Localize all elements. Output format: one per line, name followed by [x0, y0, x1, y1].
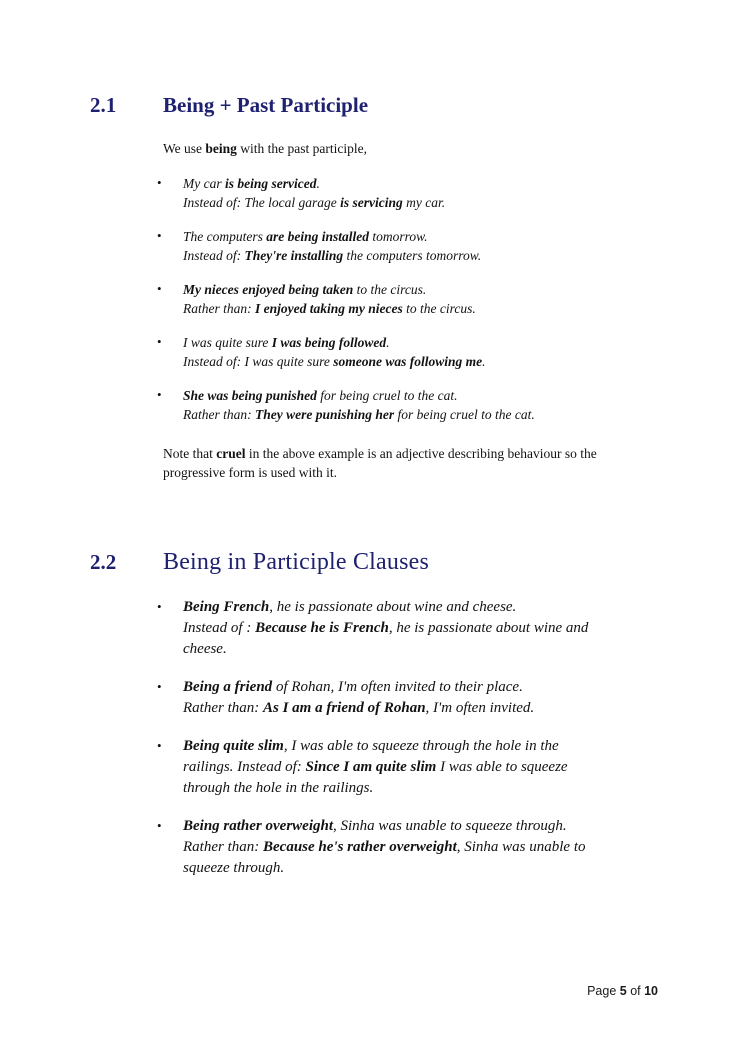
bold-text: are being installed	[266, 229, 370, 244]
plain-text: Rather than:	[183, 839, 263, 855]
text-line	[183, 736, 688, 757]
text-line	[163, 463, 688, 482]
section-number: 2.1	[90, 93, 117, 117]
text-line	[183, 387, 688, 406]
text-line	[183, 194, 688, 213]
bold-text: She was being punished	[183, 388, 317, 403]
bold-text: being	[205, 141, 237, 156]
plain-text: to the circus.	[402, 300, 476, 316]
text-line	[183, 858, 688, 879]
bold-text: Because he's rather overweight	[263, 839, 457, 855]
plain-text: Rather than:	[183, 700, 263, 716]
example-bullet-item	[183, 281, 688, 318]
bold-text: They were punishing her	[255, 406, 395, 422]
plain-text: .	[316, 176, 320, 191]
plain-text: tomorrow.	[369, 229, 428, 244]
section-2-1	[0, 0, 743, 482]
plain-text: with the past participle,	[236, 141, 368, 156]
bold-text: 5	[619, 984, 627, 998]
text-line	[183, 618, 688, 639]
bold-text: cruel	[216, 446, 246, 461]
text-line	[183, 228, 688, 247]
plain-text: of	[626, 984, 645, 998]
example-bullet-item	[183, 677, 688, 719]
section-2-1-heading	[90, 92, 743, 118]
text-line	[183, 597, 688, 618]
plain-text: through the hole in the railings.	[183, 780, 374, 796]
plain-text: My car	[183, 176, 225, 191]
example-bullet-item	[183, 736, 688, 799]
text-line	[183, 175, 688, 194]
plain-text: for being cruel to the cat.	[394, 406, 535, 422]
bold-text: is being serviced	[224, 176, 317, 191]
plain-text: in the above example is an adjective describing behaviour so the	[245, 446, 597, 461]
bold-text: someone was following me	[333, 353, 483, 369]
example-bullet-item	[183, 387, 688, 424]
example-bullet-item	[183, 816, 688, 879]
bold-text: As I am a friend of Rohan	[263, 700, 426, 716]
bold-text: Being quite slim	[183, 738, 284, 754]
plain-text: to the circus.	[353, 282, 427, 297]
plain-text: the computers tomorrow.	[343, 247, 482, 263]
bold-text: 10	[644, 984, 658, 998]
bold-text: Being rather overweight	[183, 818, 334, 834]
text-line	[183, 837, 688, 858]
plain-text: .	[386, 335, 390, 350]
section-2-2	[0, 482, 743, 879]
text-line	[183, 353, 688, 372]
plain-text: cheese.	[183, 641, 227, 657]
text-line	[183, 816, 688, 837]
text-line	[163, 444, 688, 463]
text-line	[183, 300, 688, 319]
bold-text: I was being followed	[271, 335, 387, 350]
plain-text: I was able to squeeze	[436, 759, 568, 775]
example-bullet-item	[183, 597, 688, 660]
plain-text: for being cruel to the cat.	[316, 388, 458, 403]
text-line	[183, 281, 688, 300]
plain-text: , I'm often invited.	[425, 700, 535, 716]
plain-text: , Sinha was unable to squeeze through.	[333, 818, 567, 834]
bold-text: I enjoyed taking my nieces	[255, 300, 403, 316]
example-bullet-item	[183, 228, 688, 265]
bold-text: My nieces enjoyed being taken	[183, 282, 354, 297]
text-line	[183, 677, 688, 698]
text-line	[183, 757, 688, 778]
intro-paragraph	[163, 140, 743, 158]
plain-text: I was quite sure	[183, 335, 272, 350]
section-number: 2.2	[90, 550, 117, 574]
bold-text: Because he is French	[255, 620, 389, 636]
plain-text: Instead of:	[183, 247, 245, 263]
plain-text: , he is passionate about wine and	[388, 620, 589, 636]
bold-text: is servicing	[340, 194, 403, 210]
example-list	[0, 175, 743, 424]
example-bullet-item	[183, 175, 688, 212]
plain-text: Page	[587, 984, 620, 998]
section-2-2-heading	[90, 546, 743, 578]
plain-text: .	[482, 353, 486, 369]
bold-text: Since I am quite slim	[305, 759, 437, 775]
plain-text: of Rohan, I'm often invited to their place.	[272, 679, 523, 695]
plain-text: Note that	[163, 446, 217, 461]
note-paragraph	[163, 444, 688, 482]
plain-text: , I was able to squeeze through the hole in the	[283, 738, 559, 754]
example-list	[0, 597, 743, 879]
text-line	[183, 334, 688, 353]
bold-text: They're installing	[244, 247, 344, 263]
text-line	[183, 406, 688, 425]
plain-text: squeeze through.	[183, 860, 285, 876]
plain-text: , he is passionate about wine and cheese.	[269, 599, 517, 615]
plain-text: Rather than:	[183, 300, 255, 316]
plain-text: The computers	[183, 229, 267, 244]
plain-text: railings. Instead of:	[183, 759, 306, 775]
plain-text: Rather than:	[183, 406, 255, 422]
plain-text: We use	[163, 141, 206, 156]
plain-text: , Sinha was unable to	[456, 839, 586, 855]
text-line	[183, 698, 688, 719]
bold-text: Being a friend	[183, 679, 273, 695]
section-title: Being + Past Participle	[163, 93, 369, 117]
text-line	[183, 778, 688, 799]
example-bullet-item	[183, 334, 688, 371]
bold-text: Being French	[183, 599, 270, 615]
plain-text: my car.	[402, 194, 446, 210]
text-line	[183, 639, 688, 660]
section-title: Being in Participle Clauses	[163, 549, 430, 575]
plain-text: progressive form is used with it.	[163, 465, 337, 480]
plain-text: Instead of: The local garage	[183, 194, 341, 210]
plain-text: Instead of :	[183, 620, 256, 636]
text-line	[183, 247, 688, 266]
plain-text: Instead of: I was quite sure	[183, 353, 334, 369]
page-footer	[587, 984, 658, 998]
